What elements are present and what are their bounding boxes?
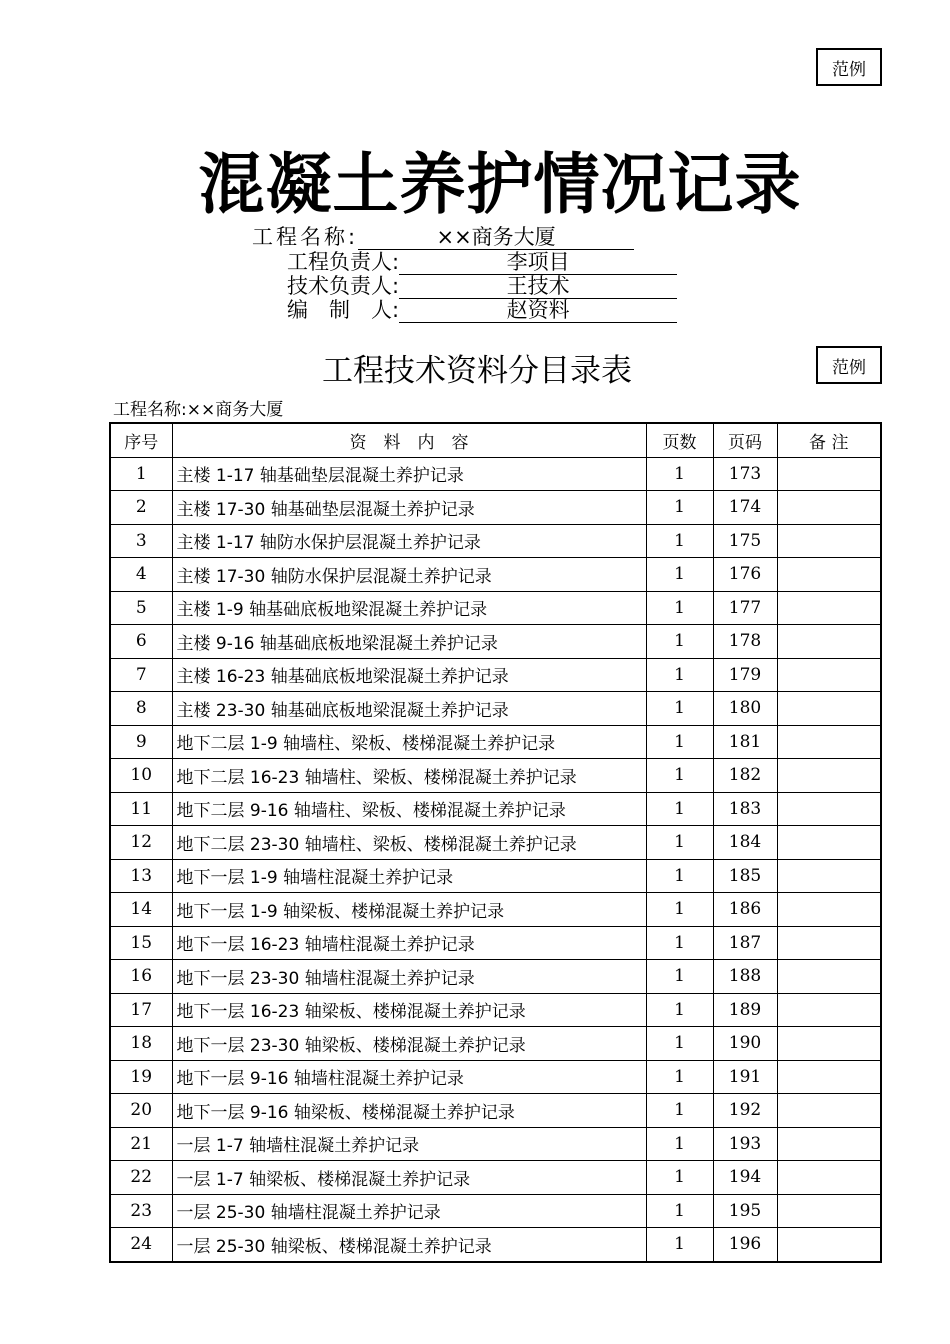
cell-remarks (777, 859, 881, 893)
cell-remarks (777, 792, 881, 826)
cell-remarks (777, 893, 881, 927)
cell-pages: 1 (646, 826, 713, 860)
cell-content: 一层 1-7 轴墙柱混凝土养护记录 (172, 1127, 646, 1161)
project-name-value: ××商务大厦 (358, 225, 634, 250)
cell-index: 18 (110, 1027, 172, 1061)
cell-index: 20 (110, 1094, 172, 1128)
cell-index: 12 (110, 826, 172, 860)
cell-pages: 1 (646, 457, 713, 491)
cell-page-number: 187 (713, 926, 777, 960)
sample-stamp-middle: 范例 (816, 346, 882, 384)
cell-page-number: 178 (713, 625, 777, 659)
cell-remarks (777, 658, 881, 692)
cell-page-number: 174 (713, 491, 777, 525)
table-row (110, 591, 881, 625)
cell-remarks (777, 1127, 881, 1161)
directory-table (109, 422, 882, 1263)
cell-remarks (777, 692, 881, 726)
cell-pages: 1 (646, 759, 713, 793)
cell-page-number: 186 (713, 893, 777, 927)
cell-page-number: 190 (713, 1027, 777, 1061)
cell-remarks (777, 826, 881, 860)
cell-index: 21 (110, 1127, 172, 1161)
cell-content: 地下一层 23-30 轴墙柱混凝土养护记录 (172, 960, 646, 994)
cell-content: 主楼 1-17 轴基础垫层混凝土养护记录 (172, 457, 646, 491)
cell-remarks (777, 1094, 881, 1128)
cell-pages: 1 (646, 893, 713, 927)
table-title: 工程技术资料分目录表 (322, 353, 632, 389)
cell-page-number: 176 (713, 558, 777, 592)
cell-content: 地下二层 16-23 轴墙柱、梁板、楼梯混凝土养护记录 (172, 759, 646, 793)
project-name-row (252, 225, 634, 250)
cell-remarks (777, 725, 881, 759)
cell-index: 15 (110, 926, 172, 960)
cell-index: 9 (110, 725, 172, 759)
table-body (110, 457, 881, 1262)
cell-content: 地下一层 9-16 轴梁板、楼梯混凝土养护记录 (172, 1094, 646, 1128)
cell-index: 24 (110, 1228, 172, 1262)
document-title: 混凝土养护情况记录 (198, 146, 802, 223)
cell-remarks (777, 491, 881, 525)
technical-lead-label: 技术负责人: (287, 274, 400, 298)
cell-content: 地下一层 1-9 轴墙柱混凝土养护记录 (172, 859, 646, 893)
table-row (110, 524, 881, 558)
table-row (110, 1060, 881, 1094)
cell-remarks (777, 591, 881, 625)
table-caption: 工程名称:××商务大厦 (113, 400, 284, 420)
table-row (110, 792, 881, 826)
table-row (110, 625, 881, 659)
cell-pages: 1 (646, 725, 713, 759)
cell-pages: 1 (646, 658, 713, 692)
table-row (110, 658, 881, 692)
header-content: 资 料 内 容 (172, 423, 646, 457)
table-row (110, 893, 881, 927)
cell-remarks (777, 457, 881, 491)
cell-content: 地下一层 16-23 轴墙柱混凝土养护记录 (172, 926, 646, 960)
table-row (110, 993, 881, 1027)
cell-pages: 1 (646, 1027, 713, 1061)
cell-page-number: 175 (713, 524, 777, 558)
cell-page-number: 195 (713, 1194, 777, 1228)
cell-index: 7 (110, 658, 172, 692)
compiler-label: 编 制 人: (287, 298, 400, 322)
table-row (110, 1161, 881, 1195)
cell-content: 一层 1-7 轴梁板、楼梯混凝土养护记录 (172, 1161, 646, 1195)
cell-remarks (777, 1027, 881, 1061)
cell-remarks (777, 625, 881, 659)
cell-content: 地下二层 23-30 轴墙柱、梁板、楼梯混凝土养护记录 (172, 826, 646, 860)
table-row (110, 1027, 881, 1061)
cell-index: 13 (110, 859, 172, 893)
cell-index: 3 (110, 524, 172, 558)
cell-index: 19 (110, 1060, 172, 1094)
cell-index: 17 (110, 993, 172, 1027)
cell-pages: 1 (646, 591, 713, 625)
cell-pages: 1 (646, 792, 713, 826)
cell-page-number: 193 (713, 1127, 777, 1161)
cell-remarks (777, 1161, 881, 1195)
cell-content: 地下一层 1-9 轴梁板、楼梯混凝土养护记录 (172, 893, 646, 927)
table-row (110, 960, 881, 994)
cell-content: 地下一层 16-23 轴梁板、楼梯混凝土养护记录 (172, 993, 646, 1027)
cell-remarks (777, 1060, 881, 1094)
cell-index: 11 (110, 792, 172, 826)
cell-content: 一层 25-30 轴梁板、楼梯混凝土养护记录 (172, 1228, 646, 1262)
cell-pages: 1 (646, 1228, 713, 1262)
cell-content: 主楼 16-23 轴基础底板地梁混凝土养护记录 (172, 658, 646, 692)
table-row (110, 1194, 881, 1228)
cell-remarks (777, 926, 881, 960)
cell-page-number: 182 (713, 759, 777, 793)
sample-stamp-top: 范例 (816, 48, 882, 86)
cell-pages: 1 (646, 926, 713, 960)
cell-index: 10 (110, 759, 172, 793)
cell-pages: 1 (646, 1094, 713, 1128)
cell-remarks (777, 759, 881, 793)
cell-index: 22 (110, 1161, 172, 1195)
table-row (110, 1127, 881, 1161)
table-row (110, 926, 881, 960)
cell-remarks (777, 1194, 881, 1228)
cell-content: 一层 25-30 轴墙柱混凝土养护记录 (172, 1194, 646, 1228)
cell-remarks (777, 960, 881, 994)
cell-content: 地下二层 1-9 轴墙柱、梁板、楼梯混凝土养护记录 (172, 725, 646, 759)
cell-index: 6 (110, 625, 172, 659)
table-header-row (110, 423, 881, 457)
cell-pages: 1 (646, 692, 713, 726)
cell-pages: 1 (646, 859, 713, 893)
cell-content: 主楼 17-30 轴基础垫层混凝土养护记录 (172, 491, 646, 525)
cell-index: 16 (110, 960, 172, 994)
table-row (110, 692, 881, 726)
cell-page-number: 184 (713, 826, 777, 860)
cell-index: 23 (110, 1194, 172, 1228)
cell-content: 主楼 1-17 轴防水保护层混凝土养护记录 (172, 524, 646, 558)
cell-pages: 1 (646, 1194, 713, 1228)
table-row (110, 759, 881, 793)
cell-index: 8 (110, 692, 172, 726)
header-page-number: 页码 (713, 423, 777, 457)
table-row (110, 457, 881, 491)
cell-page-number: 179 (713, 658, 777, 692)
cell-page-number: 188 (713, 960, 777, 994)
cell-page-number: 192 (713, 1094, 777, 1128)
cell-index: 2 (110, 491, 172, 525)
table-row (110, 558, 881, 592)
cell-pages: 1 (646, 1060, 713, 1094)
cell-remarks (777, 993, 881, 1027)
cell-page-number: 185 (713, 859, 777, 893)
cell-pages: 1 (646, 960, 713, 994)
table-row (110, 1094, 881, 1128)
cell-content: 主楼 23-30 轴基础底板地梁混凝土养护记录 (172, 692, 646, 726)
cell-pages: 1 (646, 1161, 713, 1195)
cell-pages: 1 (646, 491, 713, 525)
compiler-value: 赵资料 (399, 298, 677, 323)
cell-content: 主楼 9-16 轴基础底板地梁混凝土养护记录 (172, 625, 646, 659)
cell-content: 地下一层 23-30 轴梁板、楼梯混凝土养护记录 (172, 1027, 646, 1061)
cell-remarks (777, 558, 881, 592)
cell-content: 主楼 1-9 轴基础底板地梁混凝土养护记录 (172, 591, 646, 625)
technical-lead-value: 王技术 (399, 274, 677, 299)
cell-index: 5 (110, 591, 172, 625)
cell-pages: 1 (646, 625, 713, 659)
cell-page-number: 180 (713, 692, 777, 726)
cell-index: 4 (110, 558, 172, 592)
cell-content: 地下二层 9-16 轴墙柱、梁板、楼梯混凝土养护记录 (172, 792, 646, 826)
cell-index: 14 (110, 893, 172, 927)
technical-lead-row (287, 274, 677, 299)
cell-pages: 1 (646, 524, 713, 558)
cell-page-number: 177 (713, 591, 777, 625)
engineer-row (287, 250, 677, 275)
cell-page-number: 181 (713, 725, 777, 759)
project-name-label: 工程名称: (252, 225, 359, 249)
cell-pages: 1 (646, 1127, 713, 1161)
table-row (110, 725, 881, 759)
header-remarks: 备 注 (777, 423, 881, 457)
compiler-row (287, 298, 677, 323)
table-row (110, 859, 881, 893)
cell-content: 主楼 17-30 轴防水保护层混凝土养护记录 (172, 558, 646, 592)
table-row (110, 491, 881, 525)
cell-page-number: 189 (713, 993, 777, 1027)
engineer-value: 李项目 (399, 250, 677, 275)
cell-pages: 1 (646, 558, 713, 592)
cell-content: 地下一层 9-16 轴墙柱混凝土养护记录 (172, 1060, 646, 1094)
cell-page-number: 183 (713, 792, 777, 826)
cell-remarks (777, 524, 881, 558)
table-row (110, 826, 881, 860)
header-pages: 页数 (646, 423, 713, 457)
cell-index: 1 (110, 457, 172, 491)
cell-remarks (777, 1228, 881, 1262)
table-row (110, 1228, 881, 1262)
cell-page-number: 173 (713, 457, 777, 491)
cell-page-number: 194 (713, 1161, 777, 1195)
header-index: 序号 (110, 423, 172, 457)
cell-pages: 1 (646, 993, 713, 1027)
engineer-label: 工程负责人: (287, 250, 400, 274)
cell-page-number: 196 (713, 1228, 777, 1262)
cell-page-number: 191 (713, 1060, 777, 1094)
